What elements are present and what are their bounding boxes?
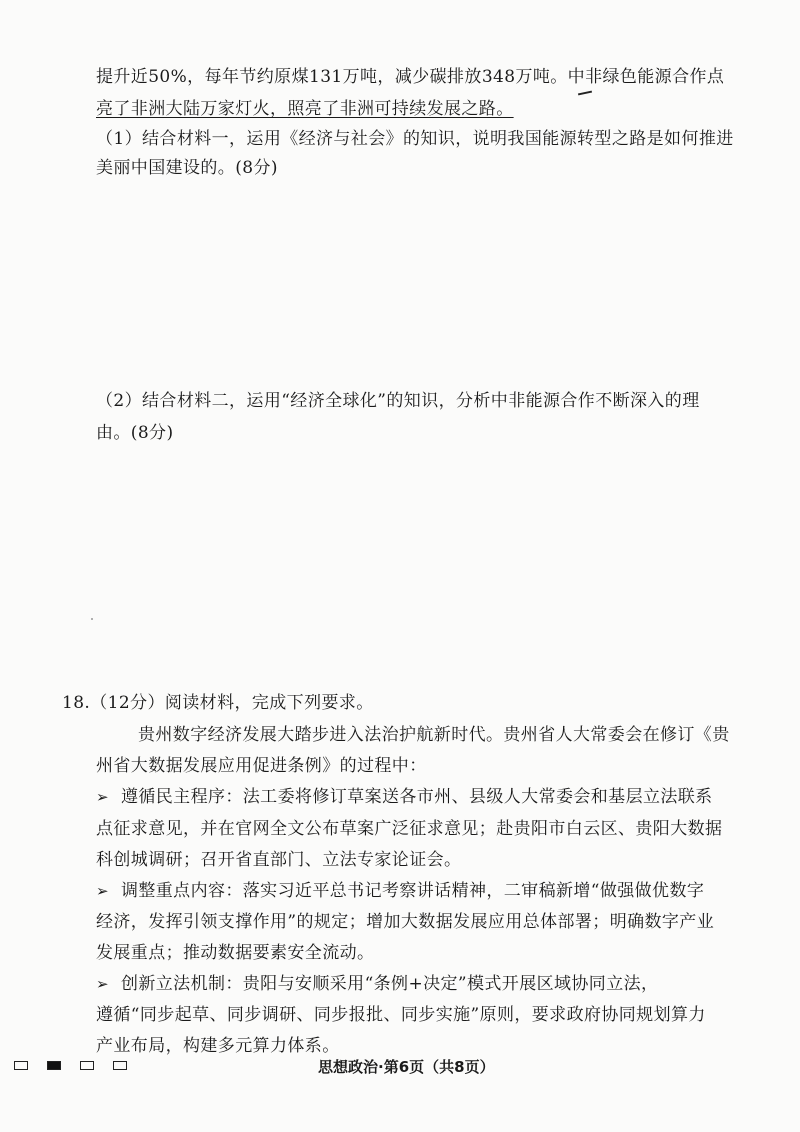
- bullet-3-line-1: [96, 973, 658, 995]
- answer-space-1: [96, 190, 756, 380]
- question-1-line-2: 美丽中国建设的。(8分): [96, 158, 278, 178]
- scan-speck: [91, 618, 93, 620]
- page-marker-square-icon: [14, 1061, 28, 1070]
- answer-space-2: [96, 455, 756, 675]
- bullet-1-line-3: 科创城调研；召开省直部门、立法专家论证会。: [96, 850, 462, 870]
- page-marker-square-icon: [113, 1061, 127, 1070]
- bullet-1-text-1: 遵循民主程序：法工委将修订草案送各市州、县级人大常委会和基层立法联系: [120, 787, 713, 807]
- material-continuation-line-1: 提升近50%，每年节约原煤131万吨，减少碳排放348万吨。中非绿色能源合作点: [96, 67, 725, 87]
- pen-mark: [578, 91, 592, 96]
- bullet-2-line-2: 经济，发挥引领支撑作用”的规定；增加大数据发展应用总体部署；明确数字产业: [96, 912, 715, 932]
- bullet-1-line-1: [96, 786, 713, 808]
- question-2-line-1: （2）结合材料二，运用“经济全球化”的知识，分析中非能源合作不断深入的理: [96, 391, 700, 411]
- page-number: 思想政治·第6页（共8页）: [318, 1058, 495, 1076]
- bullet-3-text-1: 创新立法机制：贵阳与安顺采用“条例+决定”模式开展区域协同立法，: [120, 974, 659, 994]
- bullet-1-line-2: 点征求意见，并在官网全文公布草案广泛征求意见；赴贵阳市白云区、贵阳大数据: [96, 819, 723, 839]
- question-18-intro-line-1: 贵州数字经济发展大踏步进入法治护航新时代。贵州省人大常委会在修订《贵: [138, 725, 730, 745]
- arrow-bullet-icon: ➢: [96, 788, 109, 806]
- arrow-bullet-icon: ➢: [96, 882, 109, 900]
- bullet-2-text-1: 调整重点内容：落实习近平总书记考察讲话精神，二审稿新增“做强做优数字: [120, 881, 705, 901]
- question-18-intro-line-2: 州省大数据发展应用促进条例》的过程中：: [96, 756, 427, 776]
- page-marker-square-icon: [80, 1061, 94, 1070]
- page-footer: [0, 1055, 800, 1079]
- bullet-2-line-1: [96, 880, 704, 902]
- bullet-3-line-2: 遵循“同步起草、同步调研、同步报批、同步实施”原则，要求政府协同规划算力: [96, 1005, 706, 1025]
- question-2-line-2: 由。(8分): [96, 423, 174, 443]
- question-1-line-1: （1）结合材料一，运用《经济与社会》的知识，说明我国能源转型之路是如何推进: [96, 129, 734, 149]
- bullet-2-line-3: 发展重点；推动数据要素安全流动。: [96, 943, 375, 963]
- question-18-header: 18.（12分）阅读材料，完成下列要求。: [62, 693, 374, 713]
- material-continuation-line-2: 亮了非洲大陆万家灯火，照亮了非洲可持续发展之路。: [96, 99, 514, 119]
- page-marker-filled-square-icon: [47, 1061, 61, 1070]
- arrow-bullet-icon: ➢: [96, 975, 109, 993]
- bullet-3-line-3: 产业布局，构建多元算力体系。: [96, 1036, 340, 1056]
